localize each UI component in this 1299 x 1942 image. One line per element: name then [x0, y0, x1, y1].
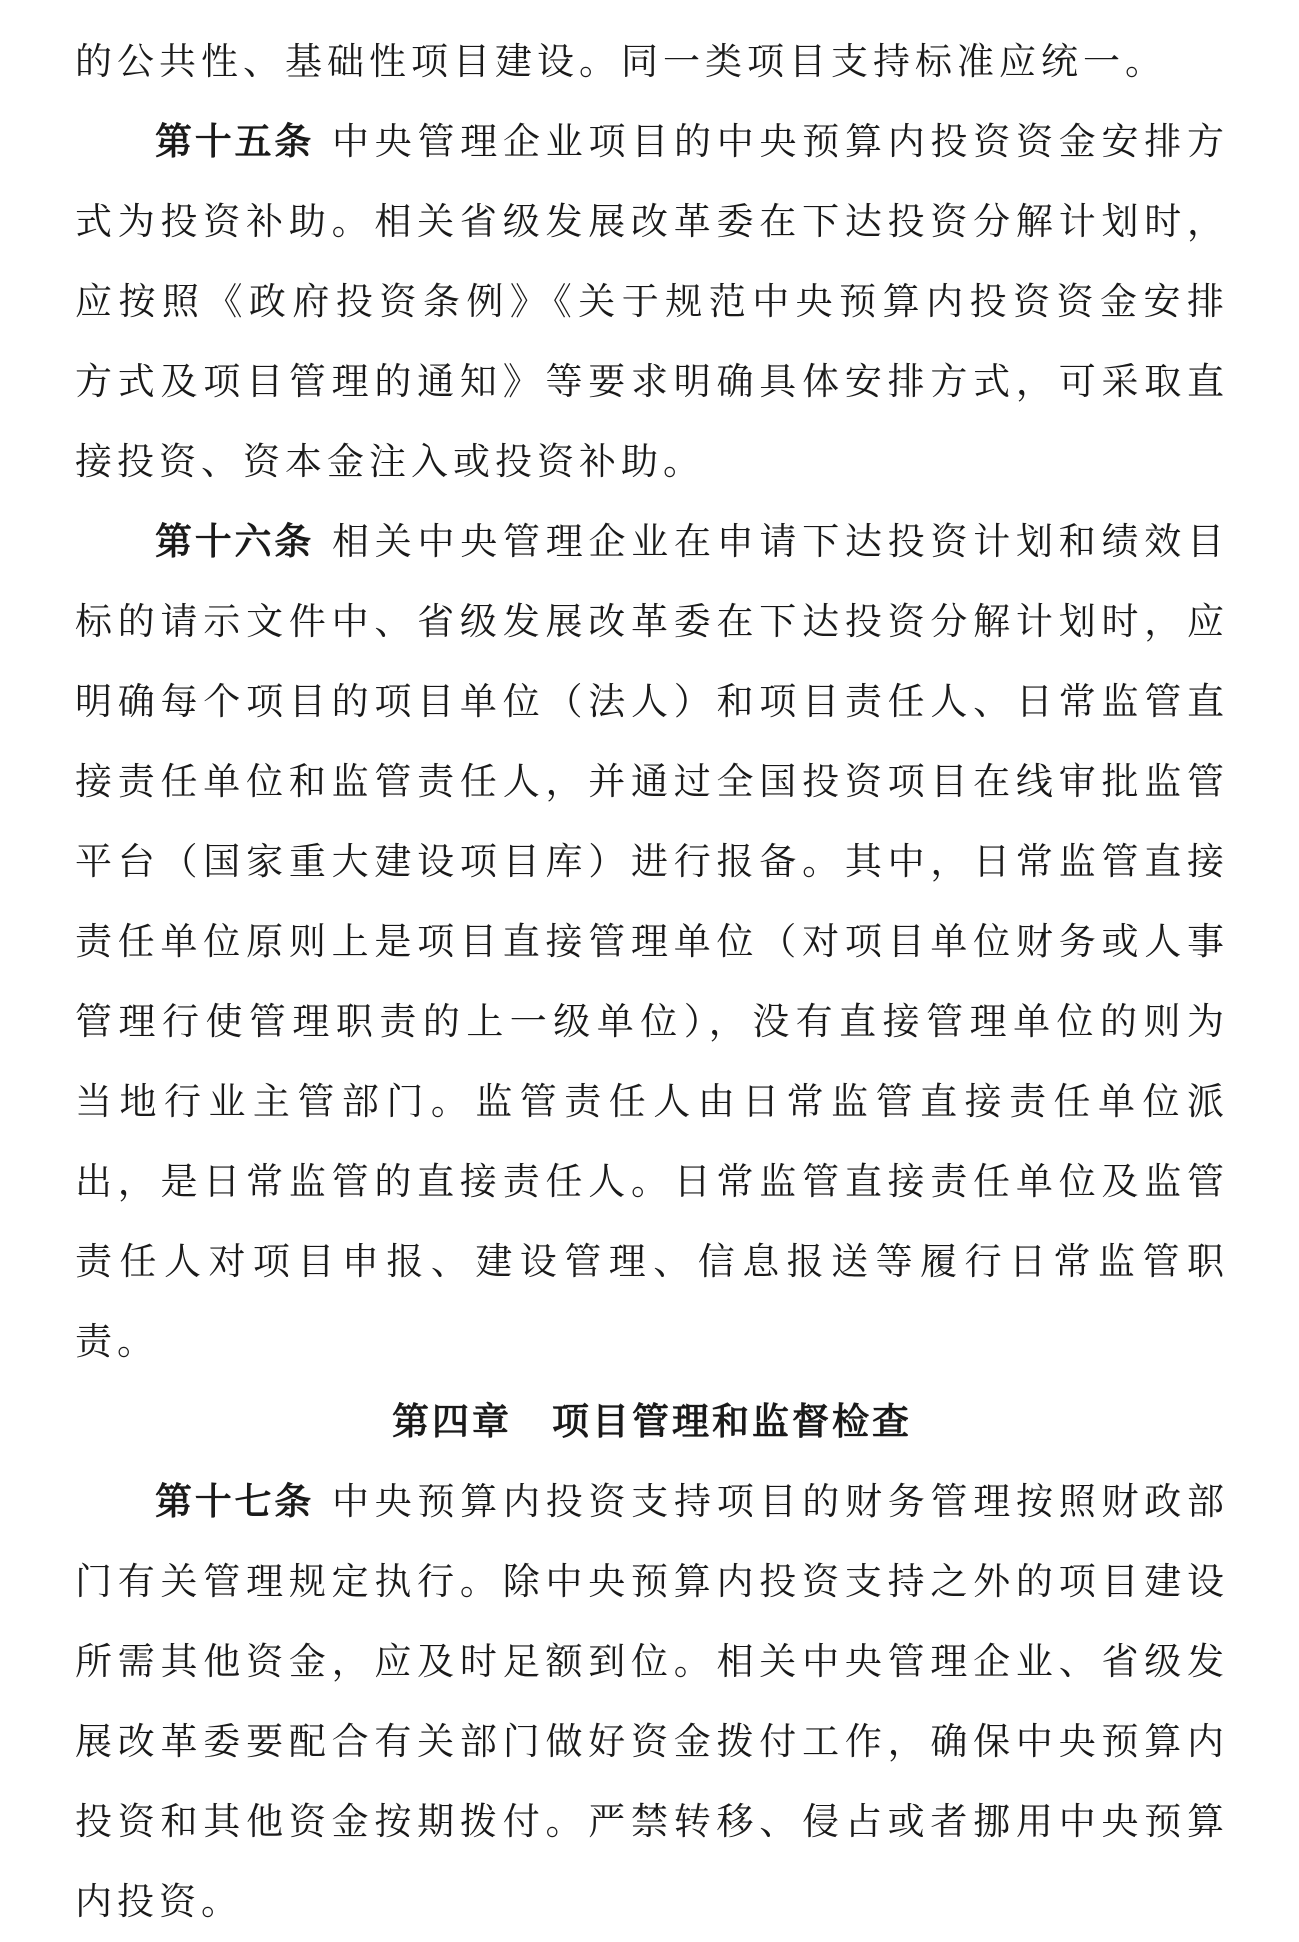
article-17 — [75, 1462, 1229, 1942]
chapter-title: 项目管理和监督检查 — [552, 1400, 912, 1443]
article-text: 中央预算内投资支持项目的财务管理按照财政部门有关管理规定执行。除中央预算内投资支持之外的项目建设所需其他资金，应及时足额到位。相关中央管理企业、省级发展改革委要配合有关部门做好资金拨付工作，确保中央预算内投资和其他资金按期拨付。严禁转移、侵占或者挪用中央预算内投资。 — [75, 1480, 1229, 1923]
article-15 — [75, 102, 1229, 502]
article-number: 第十五条 — [155, 120, 314, 163]
paragraph-continuation — [75, 22, 1229, 102]
article-text: 相关中央管理企业在申请下达投资计划和绩效目标的请示文件中、省级发展改革委在下达投资分解计划时，应明确每个项目的项目单位（法人）和项目责任人、日常监管直接责任单位和监管责任人，并通过全国投资项目在线审批监管平台（国家重大建设项目库）进行报备。其中，日常监管直接责任单位原则上是项目直接管理单位（对项目单位财务或人事管理行使管理职责的上一级单位），没有直接管理单位的则为当地行业主管部门。监管责任人由日常监管直接责任单位派出，是日常监管的直接责任人。日常监管直接责任单位及监管责任人对项目申报、建设管理、信息报送等履行日常监管职责。 — [75, 520, 1229, 1363]
chapter-heading — [75, 1382, 1229, 1462]
paragraph-text: 的公共性、基础性项目建设。同一类项目支持标准应统一。 — [75, 40, 1167, 83]
article-text: 中央管理企业项目的中央预算内投资资金安排方式为投资补助。相关省级发展改革委在下达投资分解计划时，应按照《政府投资条例》《关于规范中央预算内投资资金安排方式及项目管理的通知》等要求明确具体安排方式，可采取直接投资、资本金注入或投资补助。 — [75, 120, 1229, 483]
chapter-number: 第四章 — [392, 1400, 512, 1443]
article-number: 第十六条 — [155, 520, 314, 563]
article-16 — [75, 502, 1229, 1382]
article-number: 第十七条 — [155, 1480, 314, 1523]
